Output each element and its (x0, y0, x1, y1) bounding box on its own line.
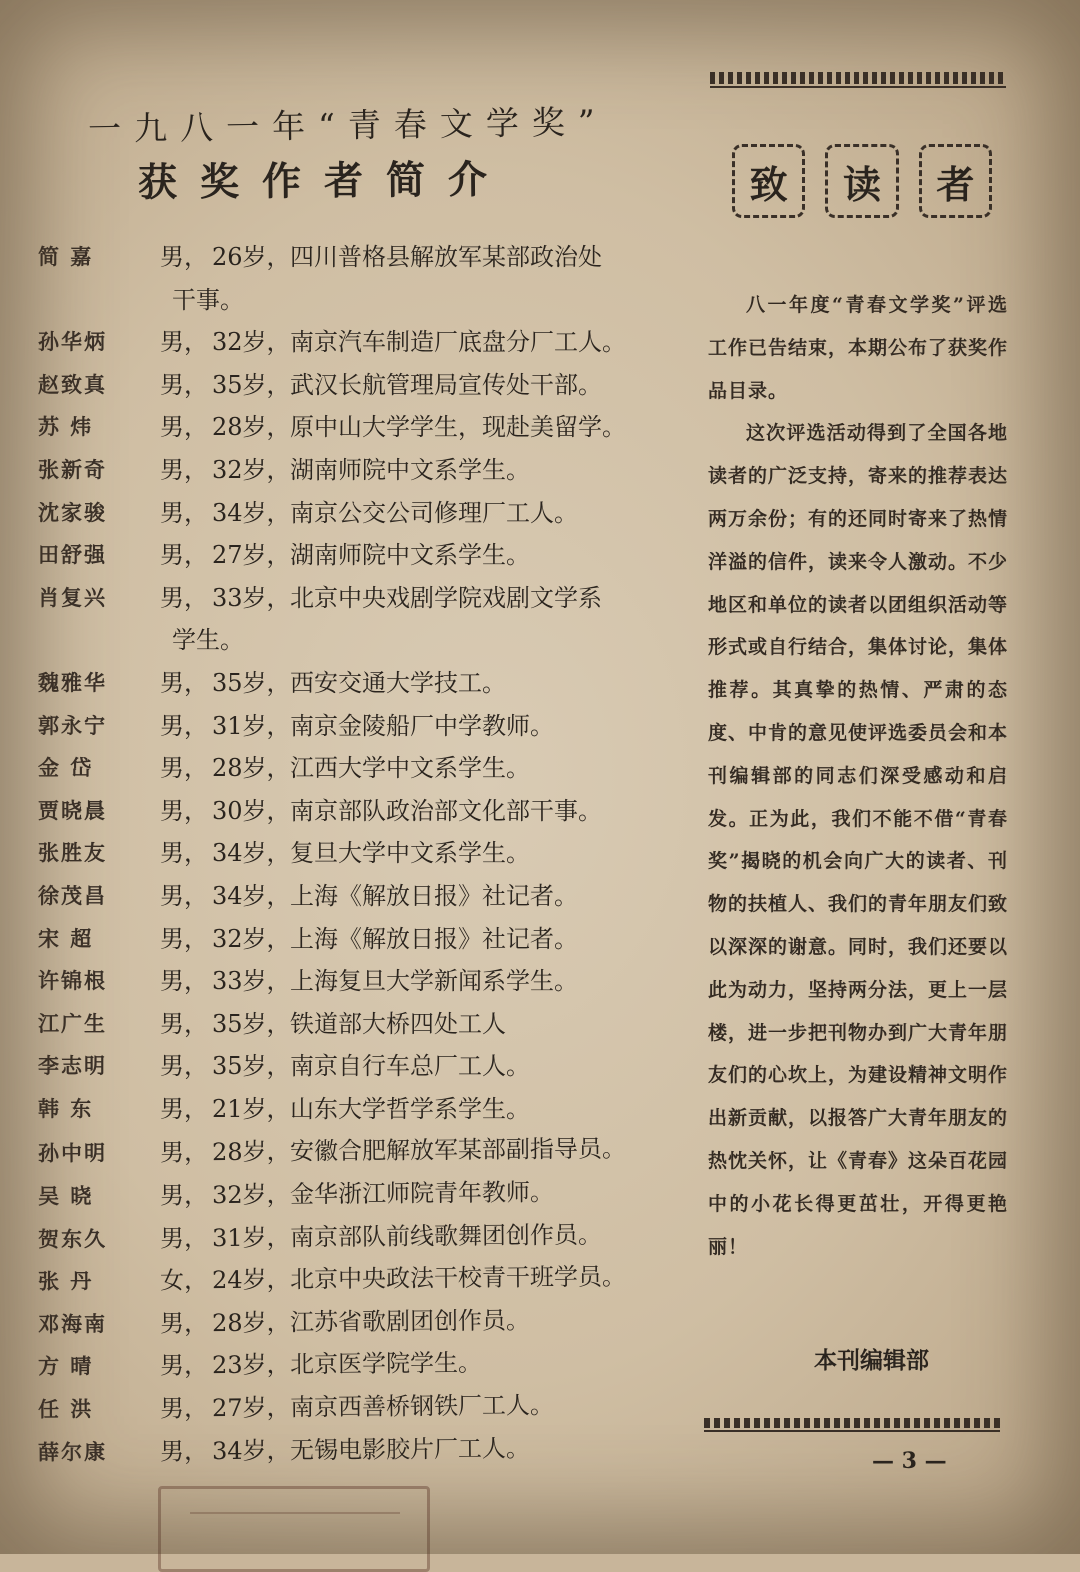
author-gender: 男， (160, 1009, 208, 1038)
author-description: 南京汽车制造厂底盘分厂工人。 (290, 328, 626, 357)
author-info (156, 449, 648, 492)
author-row (38, 1213, 648, 1261)
author-name: 孙华炳 (38, 329, 107, 355)
author-gender: 男， (159, 1309, 209, 1338)
author-gender: 男， (160, 754, 208, 783)
author-description: 上海复旦大学新闻系学生。 (290, 967, 578, 996)
letter-paragraph: 八一年度“青春文学奖”评选工作已告结束，本期公布了获奖作品目录。 (708, 294, 1009, 402)
page-number: — 3 — (872, 1448, 947, 1474)
decorative-border-top (710, 72, 1006, 84)
author-description: 南京公交公司修理厂工人。 (290, 498, 578, 527)
author-info (156, 236, 648, 279)
author-age: 30岁， (212, 796, 291, 825)
author-info (156, 1088, 648, 1131)
author-gender: 男， (159, 1138, 209, 1168)
author-age: 23岁， (211, 1350, 291, 1380)
author-age: 28岁， (211, 1308, 291, 1337)
author-gender: 男， (160, 924, 208, 953)
author-row (38, 1170, 648, 1218)
author-description-continued: 干事。 (172, 285, 244, 314)
heading-char-box: 读 (825, 144, 898, 218)
author-description: 南京西善桥钢铁厂工人。 (289, 1391, 555, 1422)
author-gender: 男， (159, 1394, 209, 1423)
author-age: 32岁， (212, 924, 291, 953)
author-row (38, 1341, 648, 1389)
author-row (38, 492, 648, 535)
author-row (38, 1298, 648, 1346)
author-row (38, 321, 648, 364)
author-info (156, 492, 648, 535)
author-row (38, 747, 648, 790)
author-description: 铁道部大桥四处工人 (290, 1009, 506, 1038)
author-description: 湖南师院中文系学生。 (290, 455, 530, 484)
letter-paragraph: 这次评选活动得到了全国各地读者的广泛支持，寄来的推荐表达两万余份；有的还同时寄来了热情洋溢的信件，读来令人激动。不少地区和单位的读者以团组织活动等形式或自行结合，集体讨论，集体推荐。其真挚的热情、严肃的态度、中肯的意见使评选委员会和本刊编辑部的同志们深受感动和启发。正为此，我们不能不借“青春奖”揭晓的机会向广大的读者、刊物的扶植人、我们的青年朋友们致以深深的谢意。同时，我们还要以此为动力，坚持两分法，更上一层楼，进一步把刊物办到广大青年朋友们的心坎上，为建设精神文明作出新贡献，以报答广大青年朋友的热忱关怀，让《青春》这朵百花园中的小花长得更茁壮，开得更艳丽！ (708, 422, 1009, 1258)
author-age: 34岁， (212, 498, 291, 527)
author-name: 魏雅华 (38, 669, 107, 695)
decorative-rule-bottom (704, 1430, 1000, 1432)
author-age: 26岁， (212, 243, 291, 271)
author-name: 任 洪 (37, 1396, 94, 1422)
author-name: 江广生 (38, 1010, 107, 1036)
author-gender: 男， (160, 370, 208, 399)
author-description: 南京自行车总厂工人。 (290, 1052, 530, 1081)
author-age: 32岁， (211, 1180, 291, 1210)
author-age: 28岁， (212, 754, 291, 783)
author-info (156, 747, 648, 790)
library-stamp-inner (190, 1512, 400, 1544)
page-title-line2: 获奖作者简介 (137, 156, 511, 206)
author-info (156, 1128, 648, 1175)
author-gender: 男， (159, 1181, 209, 1210)
author-gender: 男， (159, 1351, 209, 1381)
author-description: 江西大学中文系学生。 (290, 754, 530, 783)
author-age: 34岁， (212, 839, 291, 868)
author-description: 北京中央戏剧学院戏剧文学系 (290, 583, 602, 612)
author-info (156, 960, 648, 1003)
author-info (156, 1045, 648, 1088)
author-gender: 男， (160, 498, 208, 527)
author-gender: 男， (160, 668, 208, 697)
author-name: 肖复兴 (38, 584, 107, 610)
author-name: 郭永宁 (38, 712, 107, 738)
author-gender: 男， (160, 839, 208, 868)
author-gender: 男， (160, 328, 208, 357)
author-description: 山东大学哲学系学生。 (290, 1094, 530, 1123)
author-row-continuation (38, 279, 648, 322)
author-info (156, 875, 648, 918)
author-age: 35岁， (212, 1052, 291, 1081)
author-age: 35岁， (212, 1009, 291, 1038)
author-age: 33岁， (212, 583, 291, 612)
author-info (156, 1170, 648, 1217)
author-age: 28岁， (211, 1137, 291, 1167)
author-name: 韩 东 (38, 1095, 94, 1121)
author-row (38, 577, 648, 620)
author-name: 方 晴 (37, 1353, 94, 1380)
author-name: 苏 炜 (38, 414, 94, 440)
author-info (156, 406, 648, 449)
author-info (156, 1256, 648, 1303)
author-info (156, 662, 648, 705)
author-age: 21岁， (212, 1094, 291, 1123)
author-name: 孙中明 (37, 1140, 108, 1167)
author-info (156, 1426, 648, 1473)
letter-heading (732, 144, 992, 218)
author-info (156, 1003, 648, 1046)
author-age: 34岁， (212, 881, 291, 910)
author-row (38, 875, 648, 918)
author-row (38, 449, 648, 492)
author-description: 南京部队前线歌舞团创作员。 (289, 1220, 603, 1252)
author-name: 邓海南 (37, 1310, 108, 1337)
author-row (38, 918, 648, 961)
author-row (38, 960, 648, 1003)
author-row (38, 1426, 648, 1474)
page-title-line1: 一九八一年“青春文学奖” (87, 102, 609, 149)
author-description: 四川普格县解放军某部政治处 (290, 243, 602, 271)
heading-char-box: 者 (919, 144, 992, 218)
author-list (38, 236, 648, 1471)
author-name: 贺东久 (37, 1225, 108, 1252)
author-description: 安徽合肥解放军某部副指导员。 (289, 1134, 627, 1166)
author-info (156, 1383, 648, 1430)
author-gender: 男， (160, 881, 208, 910)
letter-signature: 本刊编辑部 (814, 1348, 929, 1374)
author-gender: 男， (160, 711, 208, 740)
author-info (156, 534, 648, 577)
author-age: 31岁， (212, 711, 291, 740)
author-gender: 男， (160, 413, 208, 442)
decorative-border-bottom (704, 1418, 1000, 1428)
author-age: 32岁， (212, 328, 291, 357)
author-description: 上海《解放日报》社记者。 (290, 924, 578, 953)
author-row (38, 1003, 648, 1046)
author-description-continued: 学生。 (172, 626, 244, 655)
author-row (38, 406, 648, 449)
author-row-continuation (38, 619, 648, 662)
author-row (38, 705, 648, 748)
author-age: 24岁， (211, 1265, 291, 1295)
author-description: 南京部队政治部文化部干事。 (290, 796, 602, 825)
author-age: 27岁， (212, 541, 291, 570)
author-gender: 男， (160, 455, 208, 484)
author-name: 薛尔康 (37, 1438, 108, 1465)
author-age: 33岁， (212, 967, 291, 996)
author-row (38, 1088, 648, 1131)
author-description: 复旦大学中文系学生。 (290, 839, 530, 868)
author-info (156, 832, 648, 875)
author-description: 原中山大学学生，现赴美留学。 (290, 413, 626, 442)
author-description: 江苏省歌剧团创作员。 (289, 1306, 531, 1337)
author-gender: 男， (160, 967, 208, 996)
author-name: 简 嘉 (38, 244, 94, 269)
author-description: 西安交通大学技工。 (290, 668, 506, 697)
author-gender: 男， (159, 1436, 209, 1466)
author-row (38, 1256, 648, 1304)
author-age: 31岁， (211, 1223, 291, 1252)
author-row (38, 1383, 648, 1431)
author-description: 上海《解放日报》社记者。 (290, 881, 578, 910)
author-info (156, 1213, 648, 1260)
author-description: 金华浙江师院青年教师。 (289, 1178, 555, 1209)
author-name: 田舒强 (38, 542, 107, 568)
author-description: 无锡电影胶片厂工人。 (289, 1433, 531, 1465)
author-row (38, 662, 648, 705)
author-gender: 男， (160, 583, 208, 612)
author-gender: 女， (159, 1266, 209, 1295)
author-row (38, 236, 648, 279)
author-age: 34岁， (211, 1436, 291, 1465)
author-row (38, 832, 648, 875)
author-gender: 男， (160, 1094, 208, 1123)
author-name: 徐茂昌 (38, 882, 107, 908)
author-gender: 男， (159, 1223, 209, 1253)
author-description: 南京金陵船厂中学教师。 (290, 711, 554, 740)
author-name: 宋 超 (38, 925, 94, 951)
author-row (38, 534, 648, 577)
author-info (156, 577, 648, 620)
author-description: 武汉长航管理局宣传处干部。 (290, 370, 602, 399)
author-age: 27岁， (211, 1393, 291, 1423)
author-info (156, 321, 648, 364)
author-name: 李志明 (38, 1053, 107, 1079)
author-name: 赵致真 (38, 371, 107, 397)
author-info (156, 364, 648, 407)
author-name: 张新奇 (38, 456, 107, 482)
author-name: 吴 晓 (37, 1183, 94, 1209)
author-info (156, 790, 648, 833)
decorative-rule-top (710, 86, 1006, 88)
author-name: 金 岱 (38, 755, 94, 781)
author-description: 湖南师院中文系学生。 (290, 541, 530, 570)
author-name: 许锦根 (38, 968, 107, 994)
author-description: 北京医学院学生。 (289, 1349, 483, 1379)
author-row (38, 790, 648, 833)
author-name: 沈家骏 (38, 499, 107, 525)
heading-char-box: 致 (732, 144, 805, 218)
author-name: 张胜友 (38, 840, 107, 866)
author-description: 北京中央政法干校青干班学员。 (289, 1262, 627, 1294)
author-gender: 男， (160, 541, 208, 570)
author-row (38, 364, 648, 407)
author-row (38, 1045, 648, 1088)
author-info (156, 705, 648, 748)
author-age: 35岁， (212, 668, 291, 697)
author-gender: 男， (160, 1052, 208, 1081)
author-age: 32岁， (212, 455, 291, 484)
author-age: 28岁， (212, 413, 291, 442)
author-gender: 男， (160, 796, 208, 825)
author-info (156, 1341, 648, 1388)
author-info (156, 918, 648, 961)
letter-body (708, 284, 1008, 1268)
author-age: 35岁， (212, 370, 291, 399)
author-row (38, 1128, 648, 1176)
author-name: 张 丹 (37, 1268, 94, 1294)
author-gender: 男， (160, 243, 208, 271)
author-name: 贾晓晨 (38, 797, 107, 823)
author-info (156, 1298, 648, 1345)
